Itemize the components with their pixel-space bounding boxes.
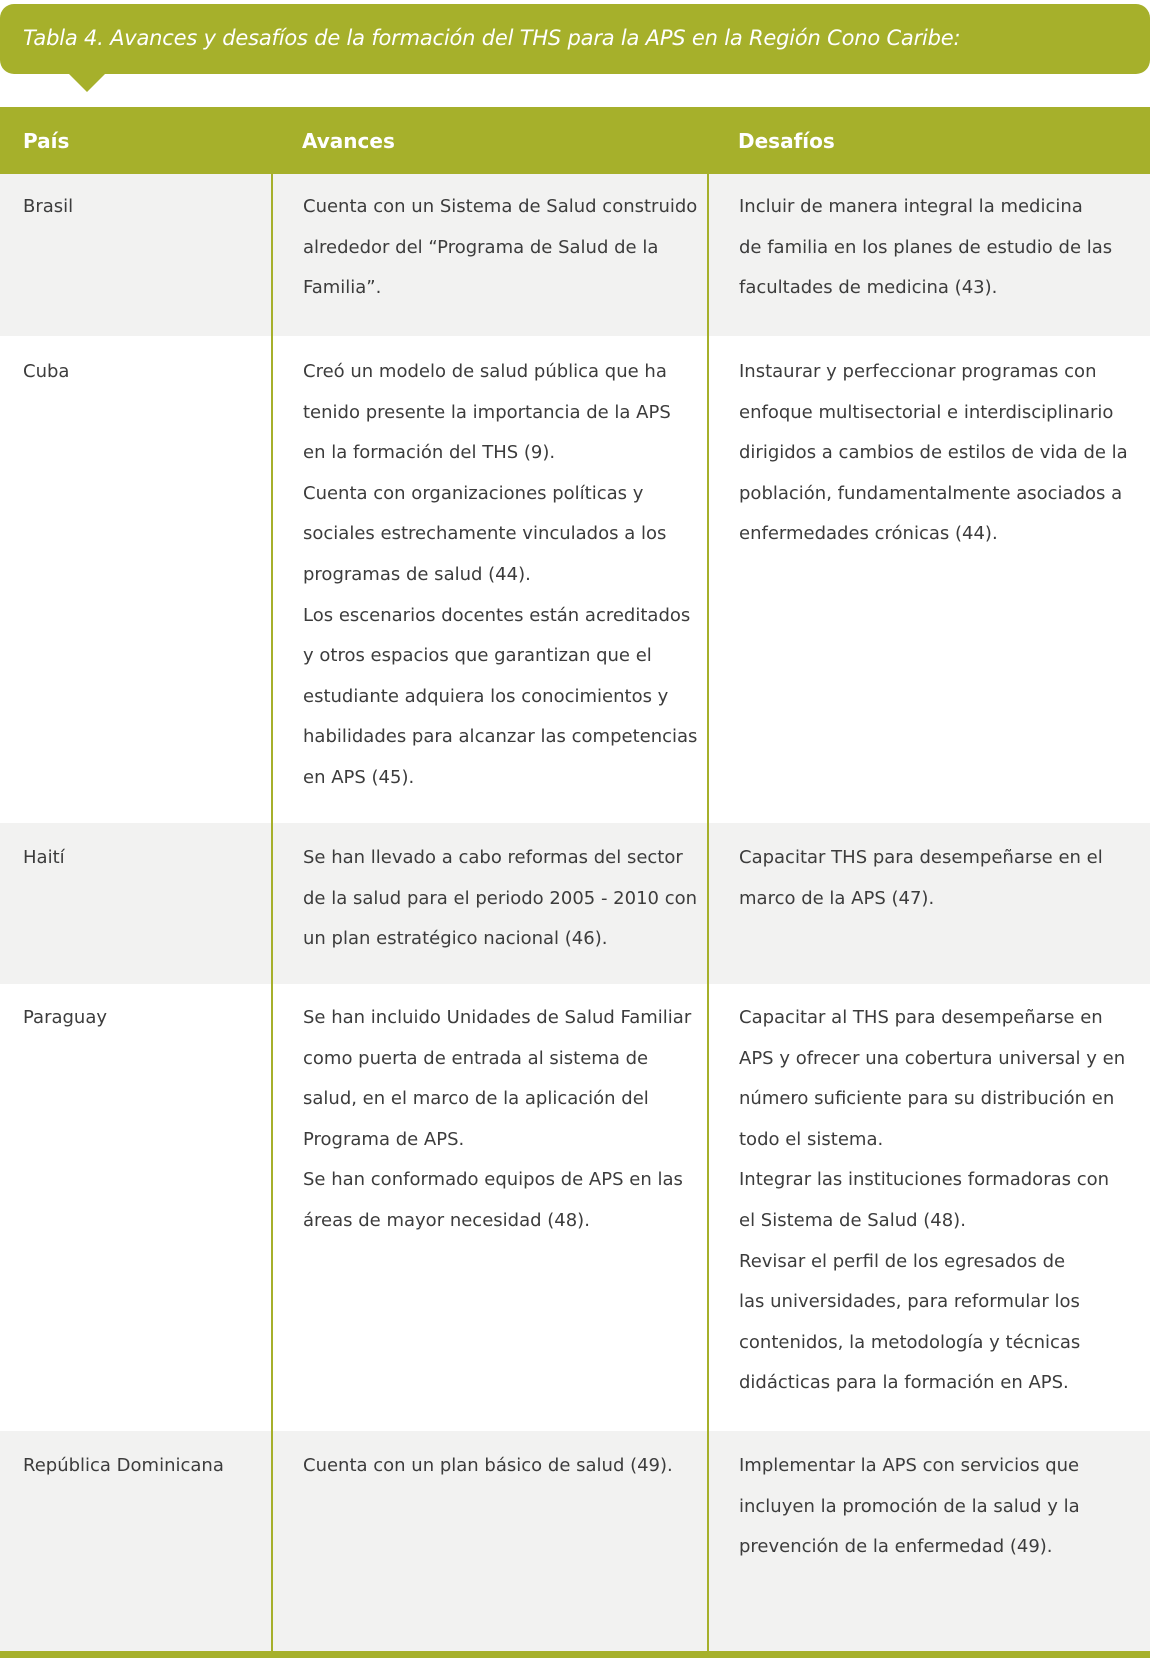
table-row bbox=[0, 174, 1150, 336]
text-line: Capacitar THS para desempeñarse en el bbox=[739, 847, 1103, 868]
text-line: marco de la APS (47). bbox=[739, 887, 935, 909]
text-line: estudiante adquiera los conocimientos y bbox=[303, 685, 669, 707]
table-bottom-rule bbox=[0, 1651, 1150, 1658]
caption-pointer bbox=[68, 73, 106, 92]
cell-avances bbox=[272, 174, 708, 336]
text-line: en APS (45). bbox=[303, 766, 415, 788]
header-desafios: Desafíos bbox=[708, 107, 1150, 174]
cell-pais: Haití bbox=[0, 823, 272, 984]
table-row bbox=[0, 984, 1150, 1431]
text-line: de la salud para el periodo 2005 - 2010 con bbox=[303, 887, 698, 909]
text-line: Capacitar al THS para desempeñarse en bbox=[739, 1007, 1103, 1028]
text-line: áreas de mayor necesidad (48). bbox=[303, 1209, 590, 1231]
table-row bbox=[0, 336, 1150, 823]
text-line: Integrar las instituciones formadoras con bbox=[739, 1169, 1110, 1191]
text-line: enfoque multisectorial e interdisciplinario bbox=[739, 401, 1114, 423]
text-line: Creó un modelo de salud pública que ha bbox=[303, 361, 667, 382]
text-line: salud, en el marco de la aplicación del bbox=[303, 1088, 649, 1110]
text-line: un plan estratégico nacional (46). bbox=[303, 928, 608, 950]
text-line: dirigidos a cambios de estilos de vida de la bbox=[739, 442, 1128, 464]
text-line: contenidos, la metodología y técnicas bbox=[739, 1331, 1081, 1353]
text-line: Revisar el perfil de los egresados de bbox=[739, 1250, 1066, 1272]
header-pais: País bbox=[0, 107, 272, 174]
text-line: programas de salud (44). bbox=[303, 563, 531, 585]
text-line: Incluir de manera integral la medicina bbox=[739, 196, 1083, 217]
text-line: alrededor del “Programa de Salud de la bbox=[303, 236, 659, 258]
cell-avances bbox=[272, 336, 708, 823]
cell-avances bbox=[272, 984, 708, 1431]
cell-desafios bbox=[708, 174, 1150, 336]
text-line: Programa de APS. bbox=[303, 1128, 465, 1150]
text-line: Familia”. bbox=[303, 277, 382, 299]
text-line: Cuenta con un plan básico de salud (49). bbox=[303, 1455, 673, 1476]
text-line: APS y ofrecer una cobertura universal y en bbox=[739, 1047, 1126, 1069]
text-line: el Sistema de Salud (48). bbox=[739, 1209, 966, 1231]
text-line: y otros espacios que garantizan que el bbox=[303, 645, 652, 667]
text-line: las universidades, para reformular los bbox=[739, 1291, 1080, 1313]
text-line: didácticas para la formación en APS. bbox=[739, 1372, 1069, 1394]
cell-avances bbox=[272, 823, 708, 984]
text-line: tenido presente la importancia de la APS bbox=[303, 401, 671, 423]
text-line: enfermedades crónicas (44). bbox=[739, 523, 998, 545]
cell-desafios bbox=[708, 336, 1150, 823]
cell-desafios bbox=[708, 823, 1150, 984]
text-line: población, fundamentalmente asociados a bbox=[739, 482, 1123, 504]
text-line: Los escenarios docentes están acreditados bbox=[303, 604, 691, 626]
text-line: número suficiente para su distribución en bbox=[739, 1088, 1115, 1110]
cell-pais: Cuba bbox=[23, 361, 70, 382]
cell-pais: Brasil bbox=[0, 174, 272, 336]
text-line: incluyen la promoción de la salud y la bbox=[739, 1495, 1080, 1517]
text-line: todo el sistema. bbox=[739, 1128, 884, 1150]
text-line: Se han conformado equipos de APS en las bbox=[303, 1169, 683, 1191]
header-avances: Avances bbox=[272, 107, 708, 174]
text-line: habilidades para alcanzar las competencias bbox=[303, 726, 698, 748]
table-header-row bbox=[0, 107, 1150, 174]
text-line: Implementar la APS con servicios que bbox=[739, 1455, 1080, 1476]
cell-desafios bbox=[708, 1431, 1150, 1651]
text-line: Instaurar y perfeccionar programas con bbox=[739, 361, 1097, 382]
cell-pais: Paraguay bbox=[23, 1007, 108, 1028]
text-line: facultades de medicina (43). bbox=[739, 277, 998, 299]
table-caption: Tabla 4. Avances y desafíos de la formación del THS para la APS en la Región Cono Caribe: bbox=[0, 4, 1150, 74]
text-line: de familia en los planes de estudio de las bbox=[739, 236, 1113, 258]
text-line: Cuenta con un Sistema de Salud construido bbox=[303, 196, 698, 217]
progress-challenges-table bbox=[0, 107, 1150, 1651]
table-row bbox=[0, 823, 1150, 984]
text-line: Se han incluido Unidades de Salud Familiar bbox=[303, 1007, 692, 1028]
text-line: prevención de la enfermedad (49). bbox=[739, 1536, 1053, 1558]
text-line: como puerta de entrada al sistema de bbox=[303, 1047, 649, 1069]
text-line: Se han llevado a cabo reformas del sector bbox=[303, 847, 683, 868]
cell-pais: República Dominicana bbox=[0, 1431, 272, 1651]
cell-avances bbox=[272, 1431, 708, 1651]
text-line: sociales estrechamente vinculados a los bbox=[303, 523, 667, 545]
text-line: en la formación del THS (9). bbox=[303, 442, 556, 464]
cell-desafios bbox=[708, 984, 1150, 1431]
table-row bbox=[0, 1431, 1150, 1651]
text-line: Cuenta con organizaciones políticas y bbox=[303, 482, 644, 504]
